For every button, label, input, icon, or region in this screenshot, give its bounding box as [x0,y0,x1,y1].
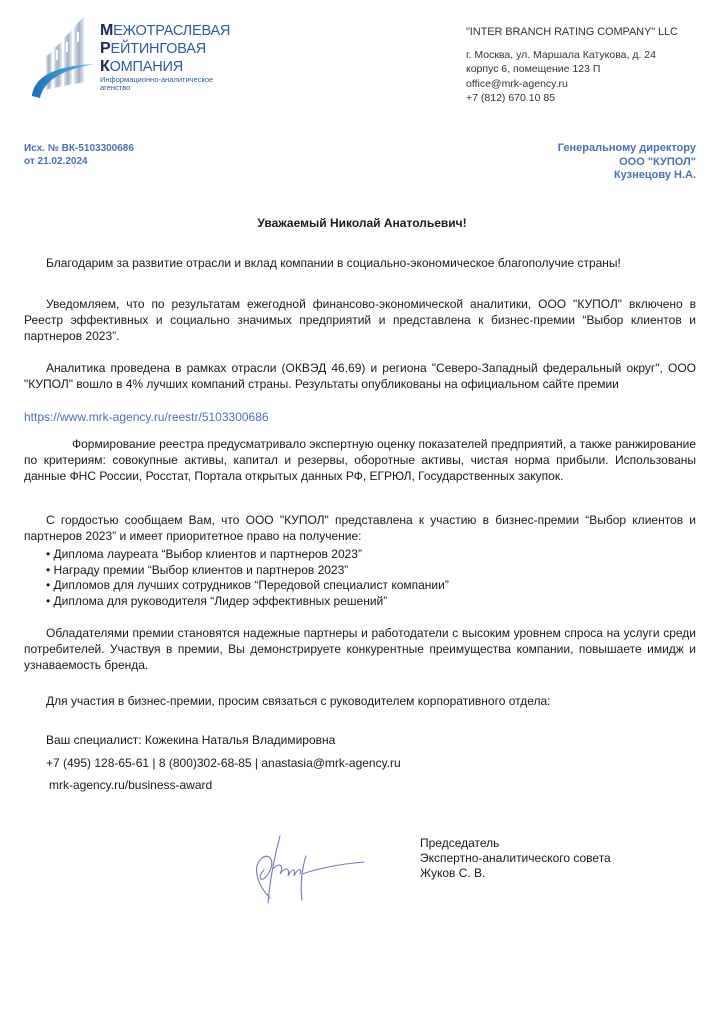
recipient-block [558,142,696,183]
list-item: • Диплома лауреата “Выбор клиентов и партнеров 2023” [46,547,449,563]
recipient-name: Кузнецову Н.А. [613,169,696,181]
salutation: Уважаемый Николай Анатольевич! [257,216,467,230]
paragraph-notification: Уведомляем, что по результатам ежегодной финансово-экономической аналитики, ООО "КУПОЛ" включено в Реестр эффективных и социально значимых предприятий и представлена к бизнес-премии “Выбор клиентов и партнеров 2023”. [24,297,696,343]
specialist-contacts[interactable]: +7 (495) 128-65-61 | 8 (800)302-68-85 | anastasia@mrk-agency.ru [46,756,401,770]
company-phone: +7 (812) 670 10 85 [466,92,556,104]
company-name: "INTER BRANCH RATING COMPANY" LLC [466,26,678,38]
company-details [466,25,678,106]
registry-link[interactable]: https://www.mrk-agency.ru/reestr/5103300686 [24,410,269,424]
paragraph-award-nomination: С гордостью сообщаем Вам, что ООО "КУПОЛ" представлена к участию в бизнес-премии “Выбор клиентов и партнеров 2023” и имеет приоритетное право на получение: [24,513,696,543]
benefits-list [46,547,449,609]
list-item: • Диплома для руководителя “Лидер эффективных решений” [46,594,449,610]
logo-subtitle: Информационно-аналитическое [100,75,214,84]
paragraph-award-benefits: Обладателями премии становятся надежные партнеры и работодатели с высоким уровнем спроса на услуги среди потребителей. Участвуя в премии, Вы демонстрируете конкурентные преимущества компании, повышаете имидж и узнаваемость бренда. [24,626,696,672]
company-logo [28,8,231,100]
company-address-line-2: корпус 6, помещение 123 П [466,63,601,75]
logo-line-1: МЕЖОТРАСЛЕВАЯ [100,22,231,39]
signature [240,828,380,913]
list-item: • Награду премии “Выбор клиентов и партнеров 2023” [46,563,449,579]
signer-title: Председатель [420,836,500,850]
logo-line-3: КОМПАНИЯ [100,58,183,75]
outgoing-date: от 21.02.2024 [24,156,88,167]
buildings-swoosh-icon [28,8,108,100]
paragraph-contact-request: Для участия в бизнес-премии, просим связаться с руководителем корпоративного отдела: [46,694,551,708]
list-item: • Дипломов для лучших сотрудников “Передовой специалист компании” [46,578,449,594]
recipient-position: Генеральному директору [557,142,696,154]
company-email[interactable]: office@mrk-agency.ru [466,77,568,90]
paragraph-analytics: Аналитика проведена в рамках отрасли (ОКВЭД 46.69) и региона "Северо-Западный федеральный округ", ООО "КУПОЛ" вошло в 4% лучших компаний страны. Результаты опубликованы на официальном сайте премии [24,361,696,391]
logo-line-2: РЕЙТИНГОВАЯ [100,40,206,57]
company-address-line-1: г. Москва, ул. Маршала Катукова, д. 24 [466,48,656,61]
outgoing-number: Исх. № ВК-5103300686 [24,143,134,154]
paragraph-registry-formation: Формирование реестра предусматривало экспертную оценку показателей предприятий, а также ранжирование по критериям: совокупные активы, капитал и резервы, оборотные активы, чистая норма прибыли. Использованы данные ФНС России, Росстат, Портала открытых данных РФ, ЕГРЮЛ, Государственных закупок. [24,437,696,483]
thanks-line: Благодарим за развитие отрасли и вклад компании в социально-экономическое благополучие страны! [46,256,621,270]
specialist-name: Ваш специалист: Кожекина Наталья Владимировна [46,733,336,747]
recipient-organization: ООО "КУПОЛ" [619,155,696,168]
outgoing-reference [24,142,134,168]
handwritten-signature-icon [240,828,380,908]
signer-council: Экспертно-аналитического совета [420,851,611,865]
signer-block [420,836,611,881]
award-link[interactable]: mrk-agency.ru/business-award [49,778,213,792]
logo-subtitle-2: агенство [100,83,131,92]
signer-name: Жуков С. В. [420,866,486,880]
